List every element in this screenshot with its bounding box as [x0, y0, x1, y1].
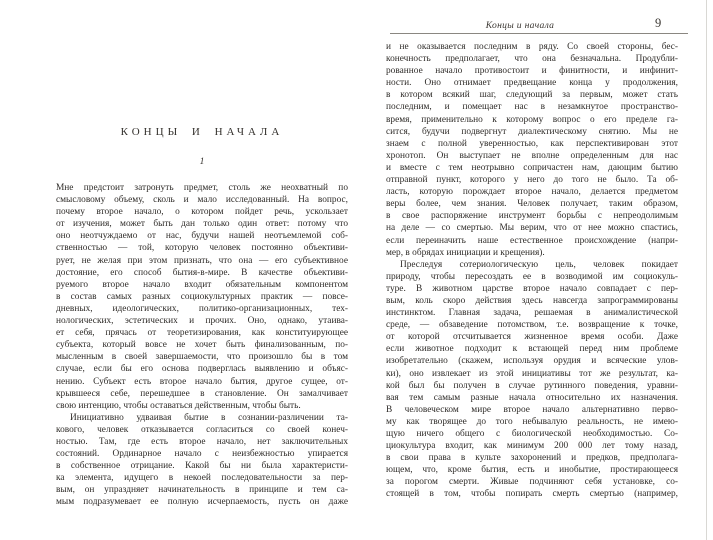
left-page-body: [56, 182, 348, 509]
text-line: субъекта, который вовсе не хочет быть финализованным, по-: [56, 340, 348, 351]
text-line: вым, коль скоро действия здесь навсегда запрограммированы: [386, 295, 678, 306]
text-line: если переиначить наше естественное происхождение (напри-: [386, 235, 678, 246]
text-line: на деле — со смертью. Мы верим, что от нее можно спастись,: [386, 223, 678, 234]
text-line: в котором всякий шаг, следующий за первым, может стать: [386, 90, 678, 101]
text-line: в свое распоряжение инструмент борьбы с непреодолимым: [386, 211, 678, 222]
text-line: руемого второе начало входит обязательным компонентом: [56, 279, 348, 290]
text-line: ки), оно извлекает из этой инициативы тот же результат, ка-: [386, 368, 678, 379]
text-line: почему второе начало, о котором пойдет речь, ускользает: [56, 207, 348, 218]
text-line: от изучения, может быть дан только один ответ: потому что: [56, 219, 348, 230]
text-line: смысловому объему, сколь и мало исследованный. На вопрос,: [56, 195, 348, 206]
text-line: в свои права в культе захоронений и предков, предполага-: [386, 453, 678, 464]
text-line: в собственное отрицание. Какой бы ни была характеристи-: [56, 461, 348, 472]
text-line: му как творящее до того небывалую реальность, не имею-: [386, 416, 678, 427]
text-line: оно неотчуждаемо от нас, будучи нашей неотъемлемой соб-: [56, 231, 348, 242]
text-line: конечность предполагает, что она безначальна. Продубли-: [386, 54, 678, 65]
text-line: кового, человек отказывается согласиться со своей конеч-: [56, 424, 348, 435]
text-line: ласть, которую порождает второе начало, делается предметом: [386, 187, 678, 198]
text-line: ет себя, прячась от теоретизирования, как конституирующее: [56, 328, 348, 339]
text-line: ющем, что, кроме бытия, есть и инобытие, простирающееся: [386, 465, 678, 476]
text-line: стоящей в том, чтобы попирать смерть смертью (например,: [386, 489, 678, 500]
text-line: веры более, чем знания. Человек получает, таким образом,: [386, 199, 678, 210]
header-rule: [390, 33, 688, 34]
text-line: состояний. Ординарное начало с неизбежностью упирается: [56, 449, 348, 460]
text-line: последним, и помещает нас в незамкнутое пространство-: [386, 102, 678, 113]
text-line: свою интенцию, чтобы оставаться действенным, чтобы быть.: [56, 400, 301, 411]
text-line: ностью. Там, где есть второе начало, нет заключительных: [56, 436, 348, 447]
text-line: знаем с полной уверенностью, как перспективирован этот: [386, 138, 678, 149]
text-line: дневных, идеологических, политико-организационных, тех-: [56, 303, 348, 314]
running-head-title: Концы и начала: [485, 20, 555, 31]
text-line: и не оказывается последним в ряду. Со своей стороны, бес-: [386, 42, 678, 52]
text-line: время, применительно к которому вопрос о его пределе га-: [386, 114, 678, 125]
text-line: рует, не желая при этом признать, что она — его субъективное: [56, 255, 348, 266]
text-line: мер, в обрядах инициации и крещения).: [386, 247, 545, 258]
text-line: крывшееся себе, перешедшее в становление. Он замалчивает: [56, 388, 348, 399]
page-edge-line: [706, 0, 707, 540]
text-line: Мне предстоит затронуть предмет, столь же неохватный по: [56, 183, 348, 193]
chapter-title: КОНЦЫ И НАЧАЛА: [120, 126, 284, 138]
text-line: случае, если бы его основа подверглась выявлению и объяс-: [56, 364, 348, 375]
text-line: хронотоп. Он выступает не вполне определенным для нас: [386, 150, 678, 161]
page-number: 9: [655, 16, 662, 30]
text-line: изобретательно (скажем, используя орудия и всяческие улов-: [386, 356, 678, 367]
text-line: среде, — обзаведение потомством, т.е. возвращение к точке,: [386, 320, 678, 331]
text-line: ственностью — той, которую человек постоянно объективи-: [56, 243, 348, 254]
text-line: мысленным в своей завершаемости, что произошло бы в том: [56, 352, 348, 363]
text-line: вая тем самым разные начала относительно их назначения.: [386, 392, 678, 403]
text-line: циокультура входит, как минимум 200 000 лет тому назад,: [386, 441, 678, 452]
text-line: инстинктом. Главная задача, решаемая в анималистической: [386, 308, 678, 319]
text-line: нению. Субъект есть второе начало бытия, другое сущее, от-: [56, 376, 348, 387]
text-line: достояние, его способ бытия-в-мире. В качестве объективи-: [56, 267, 348, 278]
text-line: ка элемента, идущего в некоей последовательности за пер-: [56, 473, 348, 484]
text-line: рованное начало противостоит и финитности, и инфинит-: [386, 66, 678, 77]
text-line: и вместе с тем неотрывно сопричастен нам, дающим бытию: [386, 162, 678, 173]
text-line: за порогом смерти. Живые подчиняют себя установке, со-: [386, 477, 678, 488]
text-line: кой был бы получен в случае рутинного поведения, уравни-: [386, 380, 678, 391]
text-line: нологических, эстетических и прочих. Оно, однако, утаива-: [56, 316, 348, 327]
text-line: Преследуя сотериологическую цель, человек покидает: [400, 259, 678, 270]
text-line: от которой отсчитывается жизненное время особи. Даже: [386, 332, 678, 343]
text-line: если животное подходит к встающей перед ним проблеме: [386, 344, 678, 355]
text-line: туре. В животном царстве второе начало совпадает с пер-: [386, 283, 678, 294]
text-line: В человеческом мире второе начало альтернативно перво-: [386, 404, 678, 415]
text-line: мым подразумевает ее полную исчерпаемость, пусть он даже: [56, 497, 348, 508]
right-page-body: [386, 41, 678, 501]
text-line: Инициативно удваивая бытие в сознании-различении та-: [70, 412, 348, 423]
text-line: ности. Оно отнимает предвещание конца у продолжения,: [386, 78, 678, 89]
text-line: вым, он упраздняет начинательность в принципе и тем са-: [56, 485, 348, 496]
text-line: в состав самых разных социокультурных практик — повсе-: [56, 291, 348, 302]
text-line: сится, будучи подвергнут диалектическому снятию. Мы не: [386, 126, 678, 137]
section-number: 1: [199, 157, 205, 167]
text-line: отправной пункт, которого у него до того не было. Та об-: [386, 175, 678, 186]
text-line: щую ничего общего с биологической необходимостью. Со-: [386, 429, 678, 439]
text-line: природу, чтобы пересоздать ее в возводимой им социокуль-: [386, 271, 678, 282]
